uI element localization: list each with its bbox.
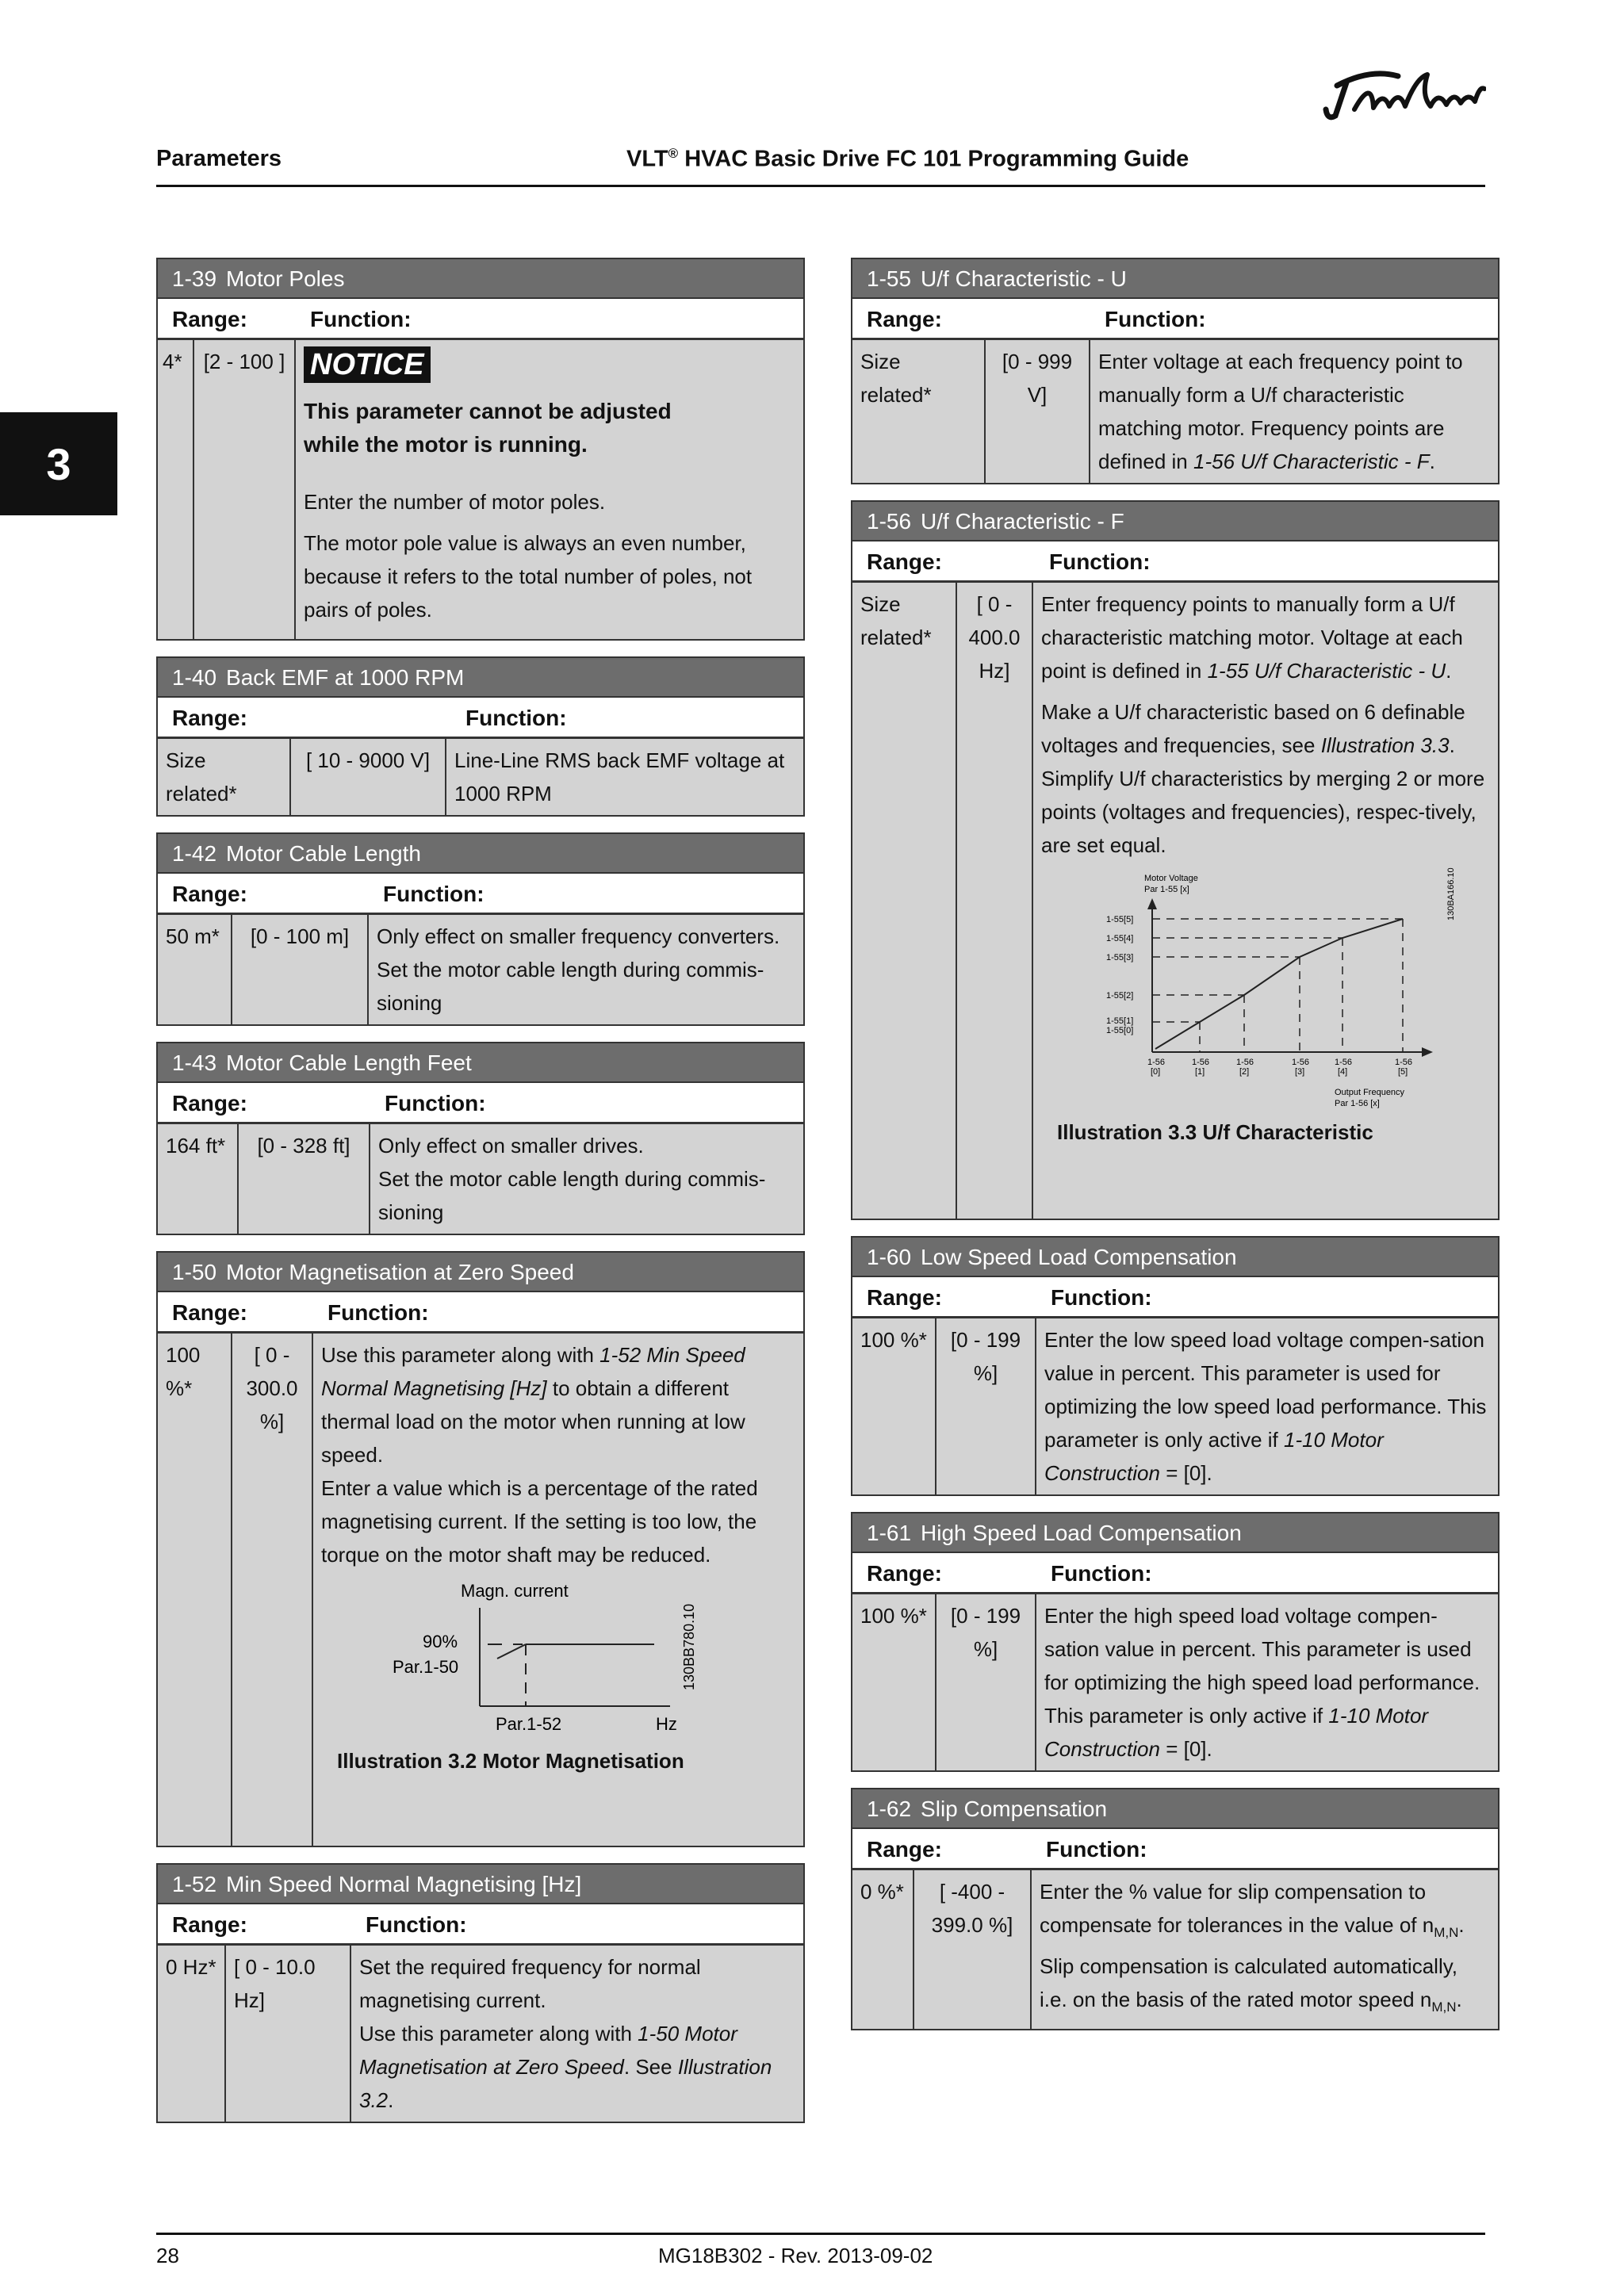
default-value: 0 Hz*: [158, 1946, 226, 2122]
param-title: 1-40 Back EMF at 1000 RPM: [158, 658, 803, 698]
param-title: 1-62 Slip Compensation: [852, 1789, 1498, 1829]
param-row: [852, 1870, 1498, 2029]
diagram-x-label: Hz: [656, 1714, 677, 1734]
function-text: Use this parameter along with 1-52 Min Speed Normal Magnetising [Hz] to obtain a different thermal load on the motor when running at low speed. Enter a value which is a percentage of the rated magnetising current. If the setting is too low, the torque on the motor shaft may be reduced. Magn. current 90% Par.1-50 Par.1-52 Hz 130BB780.10 Illustration 3.2 Motor Magnetisation: [313, 1334, 803, 1846]
diagram-x-tick: 1-56: [1147, 1058, 1166, 1067]
diagram-x-tick-index: [3]: [1295, 1067, 1305, 1077]
diagram-y-arrow: [1147, 898, 1157, 909]
param-title: 1-42 Motor Cable Length: [158, 834, 803, 874]
default-value: 0 %*: [852, 1870, 914, 2029]
param-row: [158, 1946, 803, 2122]
diagram-y-tick-90: 90%: [423, 1632, 458, 1651]
range-header: Range: Function:: [158, 1083, 803, 1124]
range-header: Range: Function:: [158, 299, 803, 340]
range-value: [ 0 - 10.0 Hz]: [226, 1946, 351, 2122]
param-title: 1-55 U/f Characteristic - U: [852, 259, 1498, 299]
diagram-code: 130BA166.10: [1446, 867, 1456, 920]
default-value: Size related*: [852, 340, 986, 483]
param-title: 1-39 Motor Poles: [158, 259, 803, 299]
param-row: [158, 915, 803, 1024]
default-value: 100 %*: [158, 1334, 232, 1846]
default-value: 50 m*: [158, 915, 232, 1024]
range-value: [0 - 999 V]: [986, 340, 1090, 483]
uf-characteristic-diagram: [1105, 865, 1469, 1111]
document-id: MG18B302 - Rev. 2013-09-02: [658, 2244, 933, 2267]
diagram-x-tick: 1-56: [1335, 1058, 1353, 1067]
diagram-y-tick: 1-55[5]: [1106, 915, 1134, 924]
illustration-caption: Illustration 3.2 Motor Magnetisation: [337, 1749, 684, 1773]
range-header: Range: Function:: [158, 1292, 803, 1334]
range-value: [ -400 - 399.0 %]: [914, 1870, 1032, 2029]
range-header: Range: Function:: [852, 1277, 1498, 1318]
diagram-x-tick: 1-56: [1292, 1058, 1310, 1067]
param-row: [852, 340, 1498, 483]
function-text: Only effect on smaller drives. Set the motor cable length during commis-sioning: [378, 1134, 766, 1224]
default-value: 4*: [158, 340, 194, 639]
notice-label: NOTICE: [304, 346, 431, 383]
range-value: [ 10 - 9000 V]: [291, 739, 446, 815]
function-text: Enter frequency points to manually form a U/f characteristic matching motor. Voltage at each point is defined in 1-55 U/f Characteristic - U. Make a U/f characteristic based on 6 definable voltages and frequencies, see Illustration 3.3. Simplify U/f characteristics by merging 2 or more points (voltages and frequencies), respec-tively, are set equal. Motor Voltage Par 1-55 [x] 1-55[5] 1-55[4] 1-55[3] 1-55[2] 1-55[1] 1-55[0] 1-56 1-56 1-56 1-56 1-56 1-56 [0] [1] [2] [3] [4] [5] Output Frequency Par 1-56 [x] 130BA166.10 Illustration 3.3 U/f Characteristic: [1033, 583, 1498, 1219]
diagram-x-tick-index: [5]: [1398, 1067, 1408, 1077]
param-row: [852, 1318, 1498, 1494]
diagram-x-tick: 1-56: [1192, 1058, 1210, 1067]
diagram-x-label: Output Frequency: [1335, 1088, 1405, 1097]
diagram-y-label-par: Par 1-55 [x]: [1144, 885, 1189, 894]
param-table-1-62: [851, 1788, 1500, 2030]
range-value: [ 0 - 400.0 Hz]: [957, 583, 1033, 1219]
default-value: 164 ft*: [158, 1124, 239, 1234]
range-value: [0 - 100 m]: [232, 915, 369, 1024]
param-title: 1-43 Motor Cable Length Feet: [158, 1043, 803, 1083]
right-column: [851, 258, 1500, 2046]
param-title: 1-50 Motor Magnetisation at Zero Speed: [158, 1253, 803, 1292]
range-header: Range: Function:: [852, 299, 1498, 340]
param-title: 1-56 U/f Characteristic - F: [852, 502, 1498, 541]
param-title: 1-61 High Speed Load Compensation: [852, 1513, 1498, 1553]
param-row: [158, 340, 803, 639]
param-table-1-56: [851, 500, 1500, 1220]
chapter-tab: 3: [0, 412, 117, 515]
function-text: Set the required frequency for normal magnetising current. Use this parameter along with 1-50 Motor Magnetisation at Zero Speed. See Illustration 3.2.: [359, 1955, 772, 2112]
section-title: Parameters: [156, 146, 282, 171]
function-text: NOTICE This parameter cannot be adjusted while the motor is running. Enter the number of motor poles. The motor pole value is always an even number, because it refers to the total number of poles, not pairs of poles.: [304, 348, 753, 622]
param-table-1-52: [156, 1863, 805, 2123]
diagram-y-tick: 1-55[3]: [1106, 953, 1134, 962]
motor-magnetisation-diagram: [369, 1579, 702, 1738]
default-value: 100 %*: [852, 1594, 936, 1770]
range-value: [0 - 328 ft]: [239, 1124, 370, 1234]
diagram-y-tick: 1-55[0]: [1106, 1026, 1134, 1035]
diagram-x-arrow: [1422, 1047, 1433, 1057]
range-header: Range: Function:: [158, 698, 803, 739]
param-table-1-40: [156, 656, 805, 817]
range-header: Range: Function:: [158, 1904, 803, 1946]
diagram-x-tick-index: [0]: [1151, 1067, 1161, 1077]
default-value: 100 %*: [852, 1318, 936, 1494]
diagram-y-tick-par: Par.1-50: [393, 1657, 459, 1677]
param-title: 1-60 Low Speed Load Compensation: [852, 1238, 1498, 1277]
diagram-code: 130BB780.10: [681, 1603, 697, 1690]
param-table-1-43: [156, 1042, 805, 1235]
default-value: Size related*: [852, 583, 957, 1219]
diagram-y-label: Magn. current: [461, 1581, 569, 1601]
range-value: [0 - 199 %]: [936, 1594, 1036, 1770]
param-row: [158, 1334, 803, 1846]
range-header: Range: Function:: [852, 1553, 1498, 1594]
param-row: [158, 739, 803, 815]
footer-rule: [156, 2233, 1485, 2235]
default-value: Size related*: [158, 739, 291, 815]
range-value: [0 - 199 %]: [936, 1318, 1036, 1494]
page-number: 28: [156, 2244, 179, 2267]
header-rule: [156, 185, 1485, 187]
diagram-y-tick: 1-55[1]: [1106, 1016, 1134, 1026]
param-table-1-60: [851, 1236, 1500, 1496]
illustration-caption: Illustration 3.3 U/f Characteristic: [1057, 1120, 1373, 1144]
diagram-ramp-line: [497, 1644, 526, 1659]
param-table-1-50: [156, 1251, 805, 1847]
function-text: Line-Line RMS back EMF voltage at 1000 RPM: [454, 748, 785, 806]
danfoss-logo: [1323, 62, 1486, 125]
diagram-x-tick: 1-56: [1395, 1058, 1413, 1067]
range-header: Range: Function:: [158, 874, 803, 915]
function-text: Enter the % value for slip compensation to compensate for tolerances in the value of $n_{M,N}$. Slip compensation is calculated automatically, i.e. on the basis of the rated motor speed $n_{M,N}$.: [1040, 1880, 1465, 2015]
range-header: Range: Function:: [852, 541, 1498, 583]
diagram-x-tick-index: [2]: [1239, 1067, 1250, 1077]
range-header: Range: Function:: [852, 1829, 1498, 1870]
diagram-x-tick: Par.1-52: [496, 1714, 562, 1734]
range-value: [ 0 - 300.0 %]: [232, 1334, 313, 1846]
left-column: [156, 258, 805, 2139]
param-table-1-55: [851, 258, 1500, 484]
param-table-1-61: [851, 1512, 1500, 1772]
param-row: [158, 1124, 803, 1234]
diagram-x-tick: 1-56: [1236, 1058, 1254, 1067]
function-text: Enter the high speed load voltage compen-sation value in percent. This parameter is used for optimizing the high speed load performance. This parameter is only active if 1-10 Motor Construction = [0].: [1044, 1604, 1480, 1761]
notice-text: This parameter cannot be adjusted while the motor is running.: [304, 399, 672, 457]
diagram-x-tick-index: [1]: [1195, 1067, 1205, 1077]
diagram-y-tick: 1-55[4]: [1106, 934, 1134, 943]
param-table-1-42: [156, 832, 805, 1026]
param-row: [852, 583, 1498, 1219]
diagram-uf-curve: [1155, 919, 1403, 1049]
param-title: 1-52 Min Speed Normal Magnetising [Hz]: [158, 1865, 803, 1904]
function-text: Enter the low speed load voltage compen-sation value in percent. This parameter is used for optimizing the low speed load performance. This parameter is only active if 1-10 Motor Construction = [0].: [1044, 1328, 1487, 1485]
param-row: [852, 1594, 1498, 1770]
function-text: Only effect on smaller frequency converters. Set the motor cable length during commis-sioning: [377, 924, 780, 1015]
diagram-y-label: Motor Voltage: [1144, 874, 1198, 883]
diagram-x-tick-index: [4]: [1338, 1067, 1348, 1077]
param-table-1-39: [156, 258, 805, 641]
function-text: Enter voltage at each frequency point to manually form a U/f characteristic matching motor. Frequency points are defined in 1-56 U/f Characteristic - F.: [1098, 350, 1463, 473]
diagram-x-label-par: Par 1-56 [x]: [1335, 1099, 1380, 1108]
document-title: VLT® HVAC Basic Drive FC 101 Programming Guide: [626, 146, 1189, 172]
diagram-y-tick: 1-55[2]: [1106, 991, 1134, 1001]
range-value: [2 - 100 ]: [194, 340, 296, 639]
